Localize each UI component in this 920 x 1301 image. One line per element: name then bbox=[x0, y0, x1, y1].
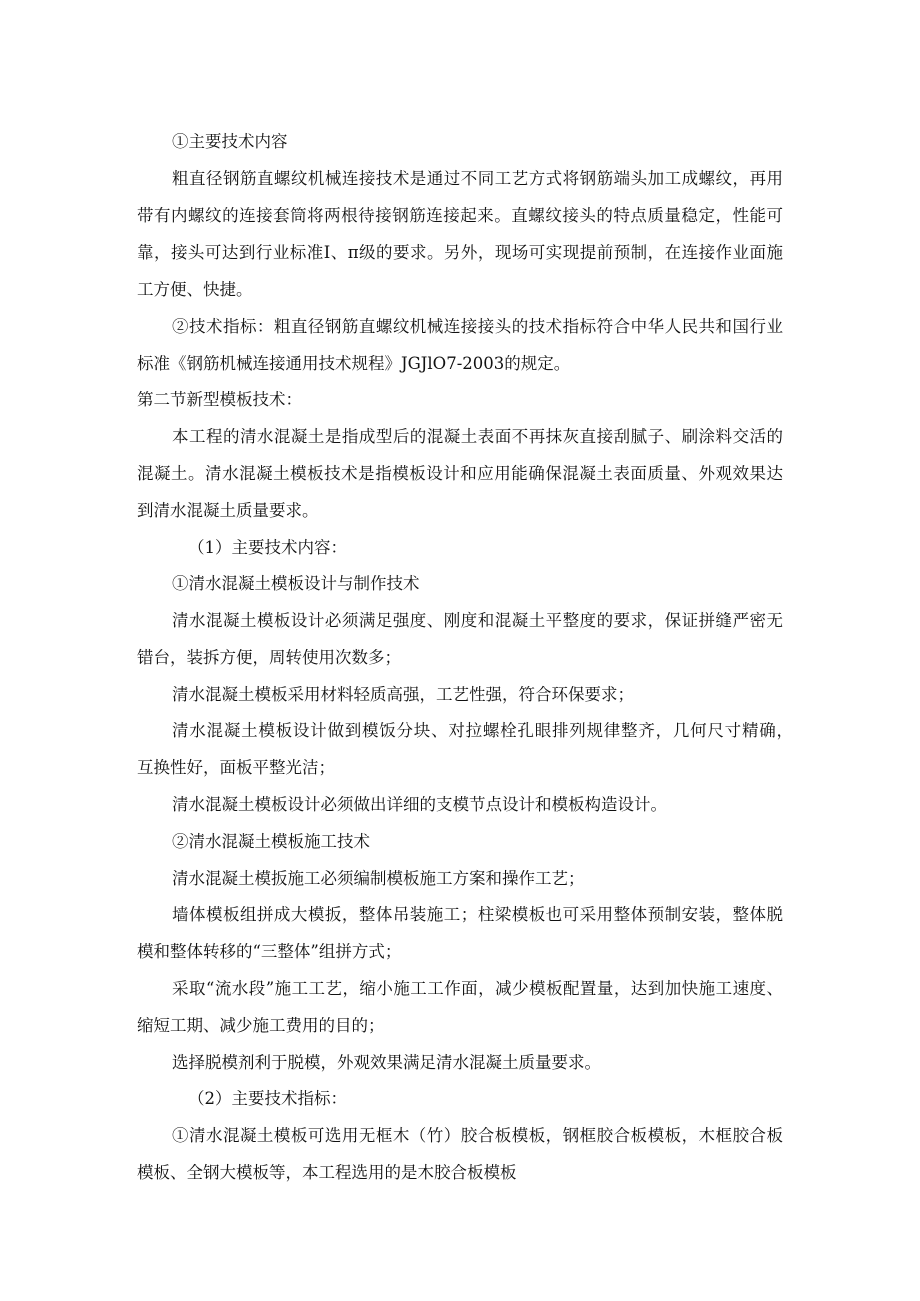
item-heading: ①清水混凝土模板设计与制作技术 bbox=[172, 574, 420, 593]
paragraph-line: 清水混凝土模板设计做到模饭分块、对拉螺栓孔眼排列规律整齐，几何尺寸精确， bbox=[172, 721, 793, 740]
paragraph-line: 本工程的清水混凝土是指成型后的混凝土表面不再抹灰直接刮腻子、刷涂料交活的 bbox=[172, 427, 783, 446]
paragraph-line: 互换性好，面板平整光洁； bbox=[137, 758, 335, 777]
paragraph-line: 缩短工期、减少施工费用的目的； bbox=[137, 1016, 385, 1035]
item-heading: ②清水混凝土模板施工技术 bbox=[172, 832, 370, 851]
paragraph-line: 到清水混凝土质量要求。 bbox=[137, 501, 319, 520]
paragraph-line: 模和整体转移的“三整体”组拼方式； bbox=[137, 942, 402, 961]
paragraph-line: 选择脱模剂利于脱模，外观效果满足清水混凝土质量要求。 bbox=[172, 1053, 601, 1072]
paragraph-line: 工方便、快捷。 bbox=[137, 280, 253, 299]
paragraph-line: 带有内螺纹的连接套筒将两根待接钢筋连接起来。直螺纹接头的特点质量稳定，性能可 bbox=[137, 206, 783, 225]
paragraph-line: 模板、全钢大模板等，本工程选用的是木胶合板模板 bbox=[137, 1163, 517, 1182]
paragraph-line: 靠，接头可达到行业标准I、π级的要求。另外，现场可实现提前预制，在连接作业面施 bbox=[137, 243, 783, 262]
paragraph-line: ②技术指标：粗直径钢筋直螺纹机械连接接头的技术指标符合中华人民共和国行业 bbox=[172, 317, 783, 336]
paragraph-line: 错台，装拆方便，周转使用次数多； bbox=[137, 648, 401, 667]
subsection-title: （1）主要技术内容： bbox=[188, 538, 347, 557]
paragraph-line: 清水混凝土模板设计必须做出详细的支模节点设计和模板构造设计。 bbox=[172, 795, 667, 814]
paragraph-line: 标准《钢筋机械连接通用技术规程》JGJlO7-2003的规定。 bbox=[137, 354, 571, 373]
paragraph-line: 采取“流水段”施工工艺，缩小施工工作面，减少模板配置量，达到加快施工速度、 bbox=[172, 979, 783, 998]
paragraph-line: 清水混凝土模扳施工必须编制模板施工方案和操作工艺； bbox=[172, 869, 585, 888]
paragraph-line: 混凝土。清水混凝土模板技术是指模板设计和应用能确保混凝土表面质量、外观效果达 bbox=[137, 464, 783, 483]
heading-main-tech-content: ①主要技术内容 bbox=[172, 132, 288, 151]
paragraph-line: 粗直径钢筋直螺纹机械连接技术是通过不同工艺方式将钢筋端头加工成螺纹，再用 bbox=[172, 169, 783, 188]
paragraph-line: 清水混凝土模板设计必须满足强度、刚度和混凝土平整度的要求，保证拼缝严密无 bbox=[172, 611, 783, 630]
subsection-title: （2）主要技术指标： bbox=[188, 1089, 347, 1108]
paragraph-line: ①清水混凝土模板可选用无框木（竹）胶合板模板，钢框胶合板模板，木框胶合板 bbox=[172, 1126, 783, 1145]
paragraph-line: 墙体模板组拼成大模扳，整体吊装施工；柱梁模板也可采用整体预制安装，整体脱 bbox=[172, 905, 783, 924]
section-title: 第二节新型模板技术： bbox=[137, 390, 302, 409]
paragraph-line: 清水混凝土模板采用材料轻质高强，工艺性强，符合环保要求； bbox=[172, 685, 634, 704]
